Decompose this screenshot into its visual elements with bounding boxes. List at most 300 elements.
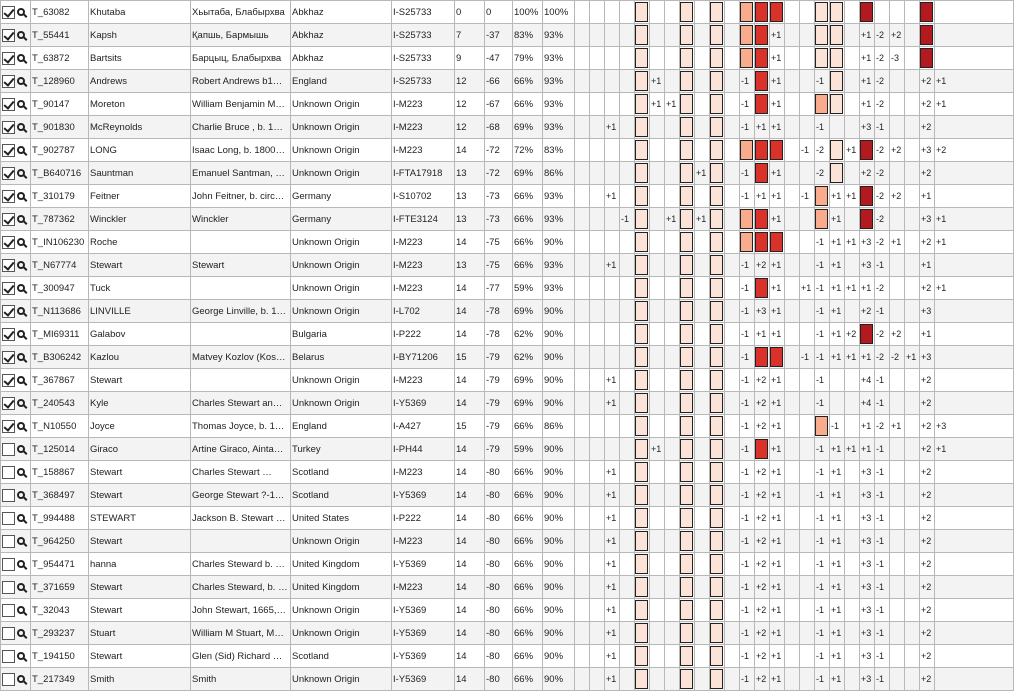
marker-cell [620,392,635,415]
marker-heat-box [710,508,723,528]
marker-heat-box [680,669,693,689]
marker-heat-box [635,324,648,344]
marker-cell [590,530,605,553]
marker-heat-box [770,232,783,252]
marker-diff-label: +1 [861,352,872,363]
table-row[interactable] [1,1,1014,24]
marker-cell [875,162,890,185]
marker-diff-label: -1 [876,582,885,593]
marker-cell [710,622,725,645]
origin-cell: England [291,70,392,93]
marker-cell [755,139,770,162]
row-checkbox[interactable] [2,558,15,571]
table-row[interactable] [1,70,1014,93]
marker-cell [725,530,740,553]
table-row[interactable] [1,576,1014,599]
marker-cell [830,300,845,323]
table-row[interactable] [1,139,1014,162]
tree-id-cell: T_902787 [31,139,89,162]
table-row[interactable] [1,668,1014,691]
match-pct-2-cell: 93% [543,208,575,231]
marker-cell [665,323,680,346]
marker-cell [890,507,905,530]
marker-diff-label: +2 [756,536,767,547]
marker-diff-label: +3 [861,651,872,662]
marker-cell [680,576,695,599]
marker-cell [725,599,740,622]
magnifier-icon[interactable] [17,100,25,108]
magnifier-icon[interactable] [17,537,25,545]
marker-diff-label: -1 [876,306,885,317]
marker-cell [800,645,815,668]
marker-cell [845,277,860,300]
marker-cell [785,507,800,530]
marker-diff-label: -1 [741,122,750,133]
magnifier-icon[interactable] [17,123,25,131]
marker-cell [695,576,710,599]
magnifier-icon[interactable] [17,606,25,614]
str-count-cell: 14 [455,507,485,530]
marker-diff-label: -2 [876,145,885,156]
row-checkbox[interactable] [2,305,15,318]
row-checkbox[interactable] [2,29,15,42]
surname-cell: Stewart [89,484,191,507]
marker-cell [845,461,860,484]
table-row[interactable] [1,622,1014,645]
marker-heat-box [635,25,648,45]
marker-cell [800,484,815,507]
marker-cell [935,185,1014,208]
row-checkbox[interactable] [2,535,15,548]
marker-cell [815,369,830,392]
origin-cell: Bulgaria [291,323,392,346]
magnifier-icon[interactable] [17,583,25,591]
table-row[interactable] [1,254,1014,277]
match-pct-1-cell: 72% [513,139,543,162]
table-row[interactable] [1,346,1014,369]
marker-diff-label: +1 [936,444,947,455]
row-checkbox[interactable] [2,351,15,364]
marker-diff-label: +1 [771,168,782,179]
marker-cell [665,346,680,369]
row-checkbox[interactable] [2,673,15,686]
magnifier-icon[interactable] [17,31,25,39]
marker-diff-label: +2 [846,329,857,340]
table-row[interactable] [1,116,1014,139]
marker-cell [680,139,695,162]
marker-diff-label: +2 [756,628,767,639]
row-checkbox[interactable] [2,374,15,387]
score-cell: -75 [485,254,513,277]
table-row[interactable] [1,323,1014,346]
marker-diff-label: +1 [696,168,707,179]
row-checkbox[interactable] [2,213,15,226]
marker-cell [935,484,1014,507]
surname-cell: Stuart [89,622,191,645]
magnifier-icon[interactable] [17,353,25,361]
marker-cell [800,300,815,323]
match-pct-1-cell: 66% [513,93,543,116]
row-checkbox[interactable] [2,236,15,249]
marker-diff-label: +1 [861,99,872,110]
marker-heat-box [635,301,648,321]
magnifier-icon[interactable] [17,376,25,384]
marker-cell [935,461,1014,484]
marker-heat-box [680,623,693,643]
table-row[interactable] [1,553,1014,576]
marker-cell [770,553,785,576]
full-name-cell: George Linville, b. 1… [191,300,291,323]
marker-diff-label: +3 [756,306,767,317]
row-checkbox[interactable] [2,75,15,88]
marker-heat-box [920,2,933,22]
row-checkbox[interactable] [2,604,15,617]
row-checkbox[interactable] [2,581,15,594]
table-row[interactable] [1,530,1014,553]
marker-heat-box [710,232,723,252]
marker-cell [860,369,875,392]
score-cell: -72 [485,139,513,162]
surname-cell: STEWART [89,507,191,530]
magnifier-icon[interactable] [17,54,25,62]
marker-cell [635,507,650,530]
row-checkbox[interactable] [2,627,15,640]
marker-cell [635,139,650,162]
marker-heat-box [680,485,693,505]
marker-diff-label: +2 [756,559,767,570]
marker-diff-label: +1 [771,283,782,294]
marker-cell [620,277,635,300]
row-checkbox[interactable] [2,52,15,65]
marker-cell [785,530,800,553]
marker-cell [770,645,785,668]
row-controls [1,484,31,507]
marker-cell [620,553,635,576]
marker-diff-label: -2 [876,30,885,41]
marker-diff-label: -1 [876,490,885,501]
marker-cell [920,70,935,93]
haplogroup-cell: I-M223 [392,576,455,599]
row-checkbox[interactable] [2,443,15,456]
marker-diff-label: +2 [921,559,932,570]
marker-cell [845,47,860,70]
tree-id-cell: T_63082 [31,1,89,24]
surname-cell: Stewart [89,576,191,599]
match-pct-1-cell: 66% [513,185,543,208]
marker-cell [605,185,620,208]
marker-cell [905,392,920,415]
marker-cell [710,392,725,415]
haplogroup-cell: I-M223 [392,231,455,254]
magnifier-icon[interactable] [17,238,25,246]
marker-cell [590,300,605,323]
marker-heat-box [635,370,648,390]
match-pct-1-cell: 83% [513,24,543,47]
row-checkbox[interactable] [2,512,15,525]
marker-cell [665,507,680,530]
marker-cell [695,392,710,415]
marker-cell [575,93,590,116]
marker-cell [635,530,650,553]
marker-cell [845,208,860,231]
table-row[interactable] [1,208,1014,231]
marker-diff-label: +1 [771,605,782,616]
marker-cell [680,277,695,300]
marker-cell [920,645,935,668]
marker-diff-label: -2 [876,237,885,248]
magnifier-icon[interactable] [17,422,25,430]
marker-cell [845,346,860,369]
marker-cell [905,461,920,484]
marker-cell [770,116,785,139]
marker-cell [680,484,695,507]
table-row[interactable] [1,599,1014,622]
marker-cell [665,254,680,277]
magnifier-icon[interactable] [17,652,25,660]
table-row[interactable] [1,438,1014,461]
marker-diff-label: -1 [876,467,885,478]
marker-cell [620,116,635,139]
marker-heat-box [755,2,768,22]
magnifier-icon[interactable] [17,560,25,568]
score-cell: -80 [485,484,513,507]
magnifier-icon[interactable] [17,330,25,338]
marker-diff-label: +1 [831,651,842,662]
table-row[interactable] [1,47,1014,70]
marker-diff-label: -1 [741,352,750,363]
row-checkbox[interactable] [2,121,15,134]
marker-cell [725,162,740,185]
score-cell: -79 [485,438,513,461]
magnifier-icon[interactable] [17,399,25,407]
marker-cell [680,185,695,208]
tree-id-cell: T_32043 [31,599,89,622]
match-pct-1-cell: 66% [513,645,543,668]
row-checkbox[interactable] [2,259,15,272]
marker-cell [755,323,770,346]
marker-cell [725,415,740,438]
table-row[interactable] [1,300,1014,323]
magnifier-icon[interactable] [17,445,25,453]
marker-cell [680,24,695,47]
marker-cell [665,599,680,622]
marker-cell [605,162,620,185]
marker-heat-box [635,577,648,597]
row-controls [1,70,31,93]
marker-cell [785,599,800,622]
marker-cell [605,277,620,300]
marker-diff-label: +3 [921,214,932,225]
row-checkbox[interactable] [2,6,15,19]
marker-diff-label: +1 [606,674,617,685]
row-checkbox[interactable] [2,144,15,157]
marker-diff-label: +1 [606,605,617,616]
marker-heat-box [815,2,828,22]
magnifier-icon[interactable] [17,169,25,177]
marker-cell [665,277,680,300]
marker-diff-label: +1 [651,99,662,110]
marker-cell [590,47,605,70]
marker-cell [815,346,830,369]
row-checkbox[interactable] [2,420,15,433]
row-checkbox[interactable] [2,167,15,180]
marker-cell [905,24,920,47]
magnifier-icon[interactable] [17,261,25,269]
marker-diff-label: +1 [831,513,842,524]
full-name-cell: William Benjamin M… [191,93,291,116]
marker-cell [770,208,785,231]
table-row[interactable] [1,24,1014,47]
match-pct-1-cell: 62% [513,323,543,346]
marker-cell [755,208,770,231]
marker-cell [725,507,740,530]
marker-cell [695,668,710,691]
marker-heat-box [815,209,828,229]
row-checkbox[interactable] [2,328,15,341]
marker-cell [800,93,815,116]
table-row[interactable] [1,185,1014,208]
marker-cell [620,47,635,70]
row-checkbox[interactable] [2,397,15,410]
marker-cell [815,507,830,530]
table-row[interactable] [1,277,1014,300]
marker-diff-label: +2 [756,582,767,593]
table-row[interactable] [1,369,1014,392]
marker-cell [770,323,785,346]
str-count-cell: 12 [455,116,485,139]
table-row[interactable] [1,415,1014,438]
marker-diff-label: +1 [756,122,767,133]
magnifier-icon[interactable] [17,629,25,637]
magnifier-icon[interactable] [17,77,25,85]
magnifier-icon[interactable] [17,514,25,522]
marker-diff-label: -1 [816,283,825,294]
match-pct-2-cell: 100% [543,1,575,24]
marker-cell [845,1,860,24]
str-count-cell: 14 [455,599,485,622]
marker-cell [920,208,935,231]
table-row[interactable] [1,461,1014,484]
marker-cell [665,461,680,484]
table-row[interactable] [1,162,1014,185]
marker-cell [650,369,665,392]
marker-cell [800,323,815,346]
origin-cell: Abkhaz [291,24,392,47]
marker-cell [635,461,650,484]
marker-cell [605,116,620,139]
marker-cell [680,507,695,530]
table-row[interactable] [1,231,1014,254]
marker-cell [605,323,620,346]
marker-cell [920,323,935,346]
marker-heat-box [680,48,693,68]
marker-cell [650,323,665,346]
magnifier-icon[interactable] [17,192,25,200]
marker-diff-label: +1 [606,628,617,639]
magnifier-icon[interactable] [17,284,25,292]
table-row[interactable] [1,93,1014,116]
marker-cell [725,484,740,507]
marker-cell [575,369,590,392]
marker-cell [815,70,830,93]
marker-cell [680,116,695,139]
origin-cell: Abkhaz [291,47,392,70]
marker-diff-label: +1 [771,444,782,455]
marker-heat-box [755,25,768,45]
marker-cell [875,369,890,392]
marker-cell [620,461,635,484]
marker-cell [890,599,905,622]
origin-cell: Unknown Origin [291,93,392,116]
marker-diff-label: -1 [816,306,825,317]
marker-diff-label: -1 [741,329,750,340]
marker-diff-label: +1 [696,214,707,225]
magnifier-icon[interactable] [17,307,25,315]
row-checkbox[interactable] [2,282,15,295]
full-name-cell: George Stewart ?-1… [191,484,291,507]
magnifier-icon[interactable] [17,215,25,223]
marker-diff-label: +1 [861,444,872,455]
marker-cell [785,254,800,277]
row-checkbox[interactable] [2,489,15,502]
marker-cell [755,185,770,208]
marker-cell [875,346,890,369]
marker-diff-label: -1 [876,628,885,639]
marker-cell [650,116,665,139]
match-pct-2-cell: 93% [543,93,575,116]
marker-cell [920,162,935,185]
tree-id-cell: T_194150 [31,645,89,668]
magnifier-icon[interactable] [17,146,25,154]
magnifier-icon[interactable] [17,8,25,16]
marker-cell [620,438,635,461]
row-checkbox[interactable] [2,190,15,203]
surname-cell: Stewart [89,461,191,484]
marker-cell [620,576,635,599]
marker-heat-box [710,94,723,114]
magnifier-icon[interactable] [17,675,25,683]
table-row[interactable] [1,484,1014,507]
row-checkbox[interactable] [2,466,15,479]
row-checkbox[interactable] [2,650,15,663]
marker-cell [890,530,905,553]
marker-heat-box [755,48,768,68]
marker-cell [620,254,635,277]
match-pct-1-cell: 69% [513,116,543,139]
table-row[interactable] [1,645,1014,668]
marker-cell [590,645,605,668]
marker-cell [740,1,755,24]
marker-diff-label: +1 [846,283,857,294]
marker-diff-label: +2 [756,421,767,432]
haplogroup-cell: I-S10702 [392,185,455,208]
marker-diff-label: +3 [861,628,872,639]
row-checkbox[interactable] [2,98,15,111]
marker-heat-box [740,140,753,160]
magnifier-icon[interactable] [17,468,25,476]
marker-heat-box [680,416,693,436]
marker-cell [890,162,905,185]
marker-cell [695,507,710,530]
marker-cell [740,484,755,507]
score-cell: -80 [485,507,513,530]
table-row[interactable] [1,507,1014,530]
marker-cell [830,323,845,346]
marker-diff-label: -1 [816,260,825,271]
magnifier-icon[interactable] [17,491,25,499]
table-row[interactable] [1,392,1014,415]
surname-cell: Stewart [89,254,191,277]
